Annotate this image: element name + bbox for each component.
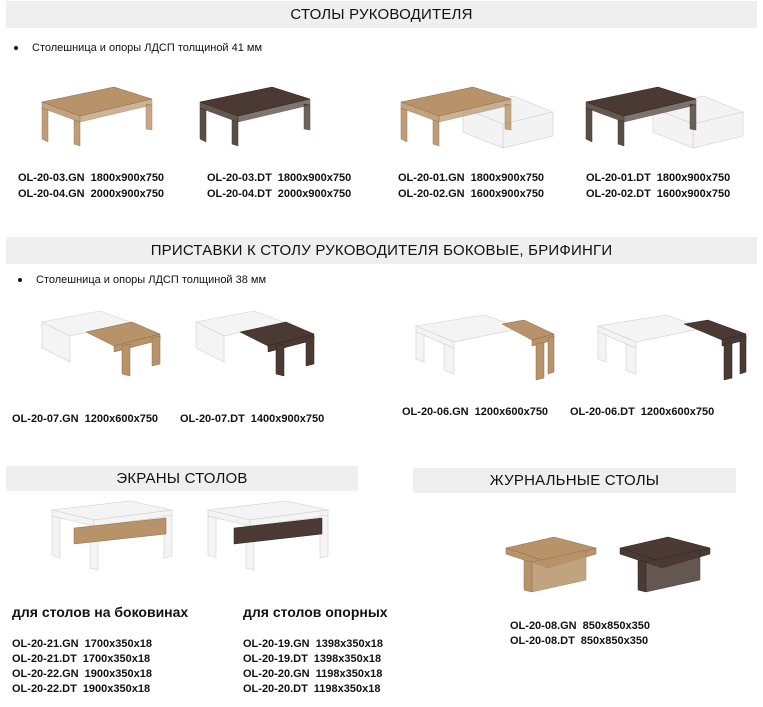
coffee-table-dark-image	[618, 536, 718, 594]
section-header-screens	[6, 466, 358, 491]
product-code-line: OL-20-19.GN 1398x350x18	[243, 638, 383, 650]
desk-oak-image	[34, 86, 159, 148]
screens-group-heading: для столов опорных	[243, 604, 388, 620]
product-codes	[398, 170, 544, 202]
product-code-line: OL-20-06.DT 1200x600x750	[570, 406, 715, 418]
product-code-line: OL-20-01.GN 1800x900x750	[398, 172, 545, 184]
product-code-line: OL-20-22.DT 1900x350x18	[12, 683, 151, 695]
product-code-line: OL-20-04.GN 2000x900x750	[18, 188, 165, 200]
bullet-icon	[14, 46, 18, 50]
product-codes	[586, 170, 730, 202]
section-title: ЖУРНАЛЬНЫЕ СТОЛЫ	[489, 472, 660, 489]
product-code-line: OL-20-03.DT 1800x900x750	[207, 172, 352, 184]
product-code-line: OL-20-21.GN 1700x350x18	[12, 638, 152, 650]
screen-oak-image	[50, 500, 175, 572]
product-code-line: OL-20-19.DT 1398x350x18	[243, 653, 382, 665]
product-codes	[18, 170, 164, 202]
screen-dark-image	[206, 500, 331, 572]
product-code-line: OL-20-20.DT 1198x350x18	[243, 683, 381, 695]
section-title: СТОЛЫ РУКОВОДИТЕЛЯ	[290, 6, 473, 23]
extension-dark-image	[194, 310, 319, 378]
desk-dark-with-cabinet-image	[578, 86, 753, 148]
briefing-oak-image	[414, 314, 559, 380]
section-header-coffee-tables	[413, 468, 736, 493]
product-codes	[243, 637, 383, 697]
product-codes	[207, 170, 351, 202]
section-title: ПРИСТАВКИ К СТОЛУ РУКОВОДИТЕЛЯ БОКОВЫЕ, БРИФИНГИ	[150, 242, 613, 259]
product-code-line: OL-20-02.GN 1600x900x750	[398, 188, 545, 200]
briefing-dark-image	[596, 314, 751, 380]
material-note-text: Столешница и опоры ЛДСП толщиной 38 мм	[36, 274, 267, 286]
product-codes	[12, 637, 152, 697]
product-code-line: OL-20-06.GN 1200x600x750	[402, 406, 549, 418]
section-header-executive-desks	[6, 1, 757, 28]
product-code-line: OL-20-02.DT 1600x900x750	[586, 188, 731, 200]
product-codes	[510, 619, 650, 649]
desk-oak-with-cabinet-image	[393, 86, 563, 148]
product-code-line: OL-20-08.DT 850x850x350	[510, 635, 649, 647]
section-title: ЭКРАНЫ СТОЛОВ	[116, 470, 248, 487]
extension-oak-image	[40, 310, 165, 378]
desk-dark-image	[192, 86, 317, 148]
product-code-line: OL-20-07.GN 1200x600x750	[12, 413, 159, 425]
material-note-text: Столешница и опоры ЛДСП толщиной 41 мм	[32, 42, 263, 54]
product-code-line: OL-20-20.GN 1198x350x18	[243, 668, 383, 680]
coffee-table-oak-image	[504, 536, 604, 594]
product-code-line: OL-20-07.DT 1400x900x750	[180, 413, 325, 425]
product-code-line: OL-20-08.GN 850x850x350	[510, 620, 650, 632]
section-header-extensions	[6, 237, 757, 264]
product-code-line: OL-20-22.GN 1900x350x18	[12, 668, 152, 680]
material-note	[14, 42, 262, 54]
product-code-line: OL-20-04.DT 2000x900x750	[207, 188, 352, 200]
material-note	[18, 274, 266, 286]
product-code-line: OL-20-01.DT 1800x900x750	[586, 172, 731, 184]
product-code-line: OL-20-03.GN 1800x900x750	[18, 172, 165, 184]
bullet-icon	[18, 278, 22, 282]
screens-group-heading: для столов на боковинах	[12, 604, 189, 620]
product-code-line: OL-20-21.DT 1700x350x18	[12, 653, 151, 665]
